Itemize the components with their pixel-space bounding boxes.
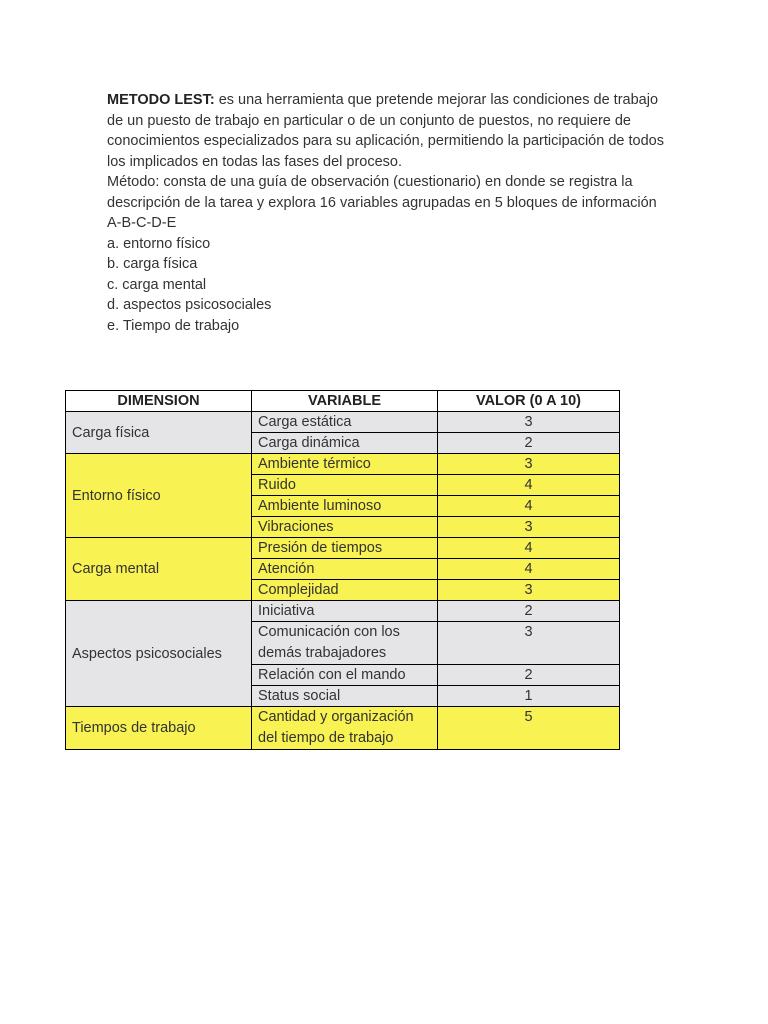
variable-cell: Carga estática <box>252 412 438 433</box>
dimension-cell: Carga física <box>66 412 252 454</box>
value-cell: 4 <box>438 559 620 580</box>
intro-lead: METODO LEST: <box>107 92 215 108</box>
value-cell: 5 <box>438 707 620 750</box>
intro-paragraph <box>107 90 667 172</box>
value-cell: 1 <box>438 686 620 707</box>
variable-cell: Vibraciones <box>252 517 438 538</box>
table-row <box>66 538 620 559</box>
value-cell: 3 <box>438 454 620 475</box>
value-cell: 2 <box>438 433 620 454</box>
list-item: b. carga física <box>107 256 198 272</box>
list-item: a. entorno físico <box>107 235 211 252</box>
header-dimension: DIMENSION <box>66 391 252 412</box>
variable-cell: Iniciativa <box>252 601 438 622</box>
variable-cell: Presión de tiempos <box>252 538 438 559</box>
variable-cell: Comunicación con los demás trabajadores <box>252 622 438 665</box>
value-cell: 2 <box>438 665 620 686</box>
variable-cell: Complejidad <box>252 580 438 601</box>
table-row <box>66 412 620 433</box>
variable-cell: Status social <box>252 686 438 707</box>
value-cell: 3 <box>438 412 620 433</box>
value-cell: 2 <box>438 601 620 622</box>
variable-cell: Atención <box>252 559 438 580</box>
intro-paragraph-2: Método: consta de una guía de observación (cuestionario) en donde se registra la descripción de la tarea y explora 16 variables agrupadas en 5 bloques de información A-B-C-D-E <box>107 174 657 231</box>
variable-cell: Ambiente térmico <box>252 454 438 475</box>
value-cell: 4 <box>438 538 620 559</box>
value-cell: 4 <box>438 475 620 496</box>
lest-table <box>65 390 620 750</box>
table-header-row <box>66 391 620 412</box>
dimension-cell: Entorno físico <box>66 454 252 538</box>
intro-text <box>107 90 667 336</box>
value-cell: 4 <box>438 496 620 517</box>
list-item: d. aspectos psicosociales <box>107 297 272 313</box>
variable-cell: Relación con el mando <box>252 665 438 686</box>
list-item: e. Tiempo de trabajo <box>107 317 240 334</box>
dimension-cell: Aspectos psicosociales <box>66 601 252 707</box>
variable-cell: Ambiente luminoso <box>252 496 438 517</box>
header-variable: VARIABLE <box>252 391 438 412</box>
header-value: VALOR (0 A 10) <box>438 391 620 412</box>
value-cell: 3 <box>438 580 620 601</box>
dimension-cell: Carga mental <box>66 538 252 601</box>
dimension-cell: Tiempos de trabajo <box>66 707 252 750</box>
table-row <box>66 454 620 475</box>
variable-cell: Carga dinámica <box>252 433 438 454</box>
list-item: c. carga mental <box>107 276 207 293</box>
variable-cell: Cantidad y organización del tiempo de trabajo <box>252 707 438 750</box>
variable-cell: Ruido <box>252 475 438 496</box>
intro-paragraph-1: es una herramienta que pretende mejorar las condiciones de trabajo de un puesto de trabajo en particular o de un conjunto de puestos, no requiere de conocimientos especializados para su aplicación, permitiendo la participación de todos los implicados en todas las fases del proceso. <box>107 92 664 170</box>
table-row <box>66 707 620 750</box>
lest-table-container <box>65 390 620 750</box>
table-row <box>66 601 620 622</box>
value-cell: 3 <box>438 517 620 538</box>
value-cell: 3 <box>438 622 620 665</box>
